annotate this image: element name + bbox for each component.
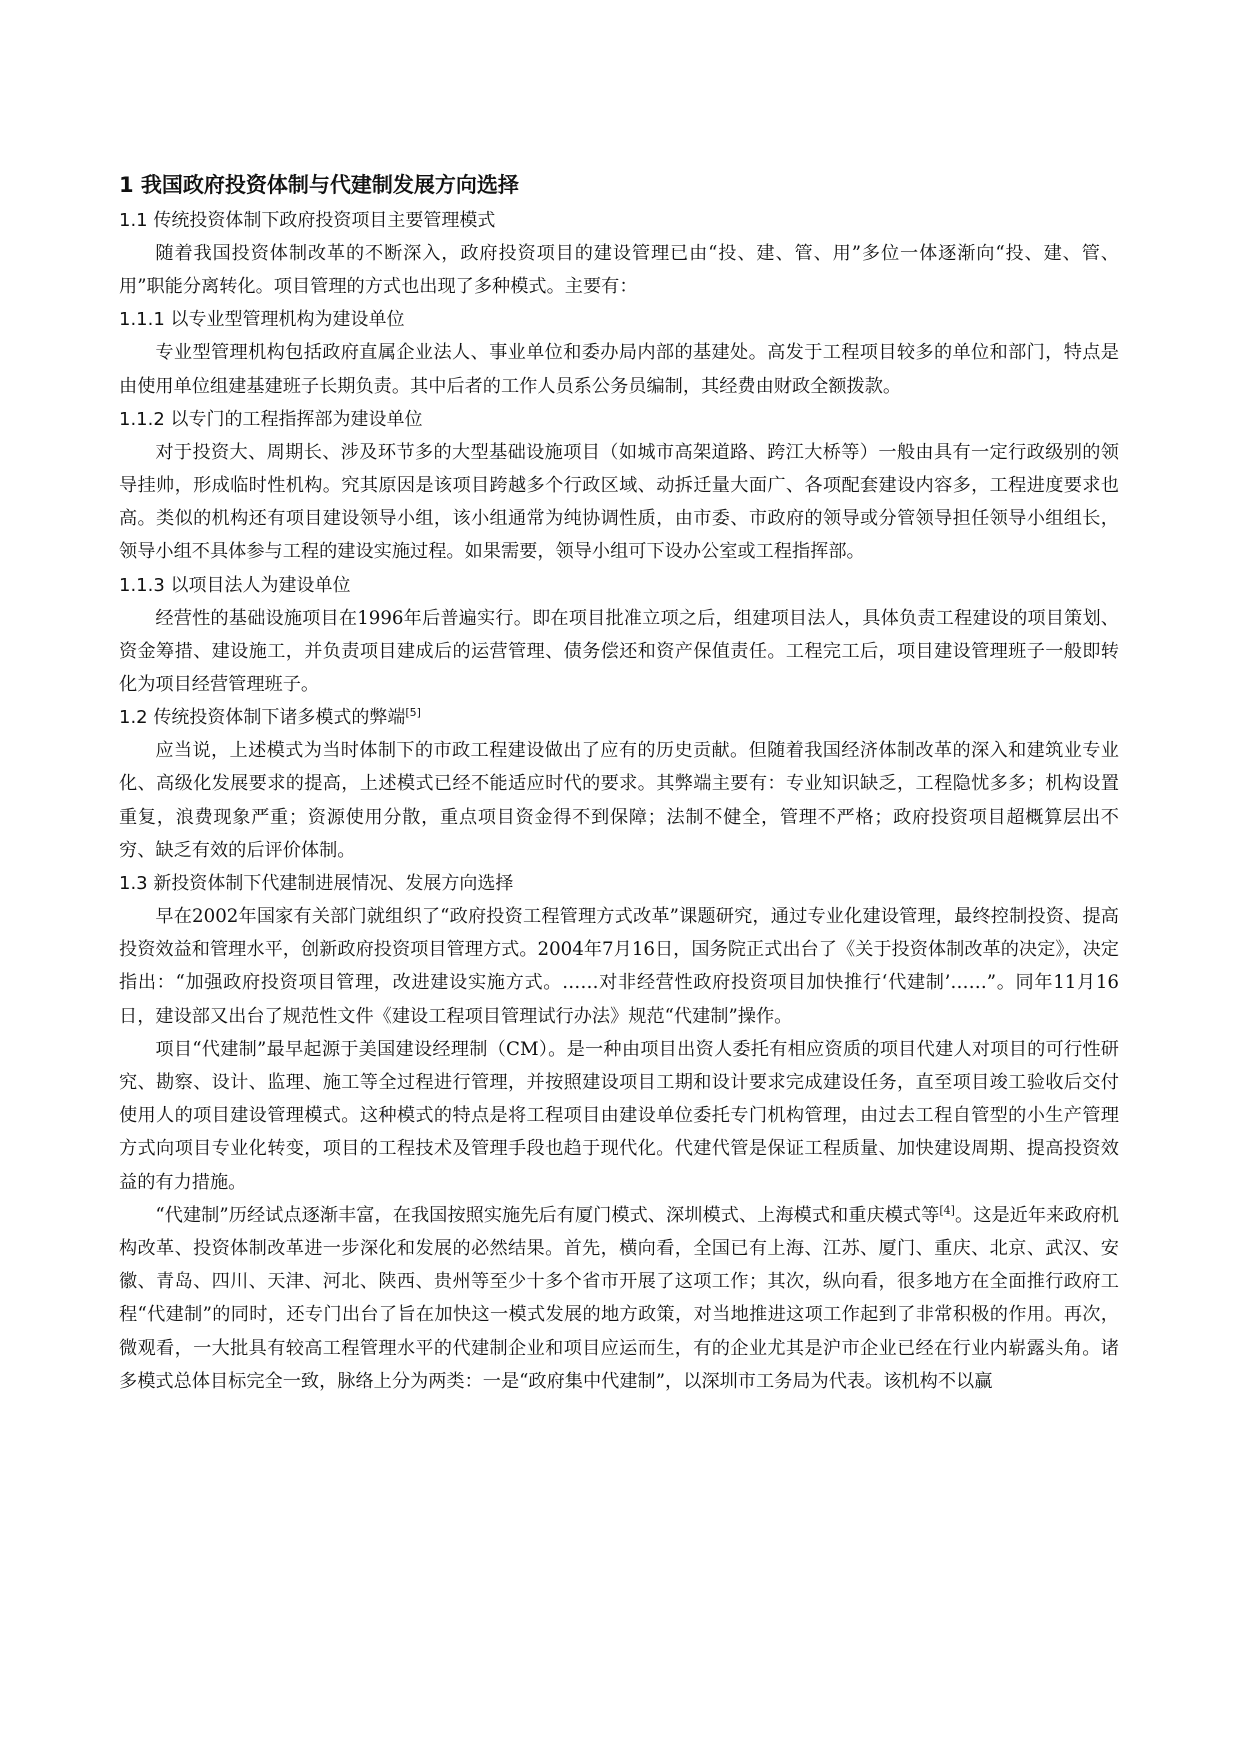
- paragraph-1-1: 随着我国投资体制改革的不断深入，政府投资项目的建设管理已由“投、建、管、用”多位一体逐渐向“投、建、管、用”职能分离转化。项目管理的方式也出现了多种模式。主要有：: [119, 243, 1119, 298]
- section-heading-1-2: [119, 701, 1119, 734]
- section-heading-1-1: 1.1 传统投资体制下政府投资项目主要管理模式: [119, 210, 496, 231]
- paragraph-1-1-3: 经营性的基础设施项目在1996年后普遍实行。即在项目批准立项之后，组建项目法人，具体负责工程建设的项目策划、资金筹措、建设施工，并负责项目建成后的运营管理、债务偿还和资产保值责任。工程完工后，项目建设管理班子一般即转化为项目经营管理班子。: [119, 607, 1119, 696]
- section-heading-1-2-text: 1.2 传统投资体制下诸多模式的弊端: [119, 707, 406, 729]
- citation-ref-5: [5]: [405, 706, 421, 720]
- paragraph-1-3-c: [119, 1199, 1119, 1398]
- chapter-heading: 1 我国政府投资体制与代建制发展方向选择: [119, 173, 519, 197]
- paragraph-1-3-b: 项目“代建制”最早起源于美国建设经理制（CM）。是一种由项目出资人委托有相应资质的项目代建人对项目的可行性研究、勘察、设计、监理、施工等全过程进行管理，并按照建设项目工期和设计要求完成建设任务，直至项目竣工验收后交付使用人的项目建设管理模式。这种模式的特点是将工程项目由建设单位委托专门机构管理，由过去工程自管型的小生产管理方式向项目专业化转变，项目的工程技术及管理手段也趋于现代化。代建代管是保证工程质量、加快建设周期、提高投资效益的有力措施。: [119, 1038, 1119, 1193]
- section-heading-1-1-2: 1.1.2 以专门的工程指挥部为建设单位: [119, 408, 423, 430]
- paragraph-1-3-c-text-a: “代建制”历经试点逐渐丰富，在我国按照实施先后有厦门模式、深圳模式、上海模式和重庆模式等: [155, 1204, 940, 1226]
- section-heading-1-3: 1.3 新投资体制下代建制进展情况、发展方向选择: [119, 873, 514, 895]
- paragraph-1-3-a: 早在2002年国家有关部门就组织了“政府投资工程管理方式改革”课题研究，通过专业化建设管理，最终控制投资、提高投资效益和管理水平，创新政府投资项目管理方式。2004年7月16日，国务院正式出台了《关于投资体制改革的决定》，决定指出：“加强政府投资项目管理，改进建设实施方式。……对非经营性政府投资项目加快推行‘代建制’……”。同年11月16日，建设部又出台了规范性文件《建设工程项目管理试行办法》规范“代建制”操作。: [119, 906, 1119, 1027]
- section-heading-1-1-3: 1.1.3 以项目法人为建设单位: [119, 574, 351, 596]
- document-page: [119, 168, 1119, 1398]
- section-heading-1-1-1: 1.1.1 以专业型管理机构为建设单位: [119, 309, 405, 331]
- paragraph-1-3-c-text-b: 。这是近年来政府机构改革、投资体制改革进一步深化和发展的必然结果。首先，横向看，全国已有上海、江苏、厦门、重庆、北京、武汉、安徽、青岛、四川、天津、河北、陕西、贵州等至少十多个省市开展了这项工作；其次，纵向看，很多地方在全面推行政府工程“代建制”的同时，还专门出台了旨在加快这一模式发展的地方政策，对当地推进这项工作起到了非常积极的作用。再次，微观看，一大批具有较高工程管理水平的代建制企业和项目应运而生，有的企业尤其是沪市企业已经在行业内崭露头角。诸多模式总体目标完全一致，脉络上分为两类：一是“政府集中代建制”，以深圳市工务局为代表。该机构不以赢: [119, 1204, 1119, 1392]
- paragraph-1-2: 应当说，上述模式为当时体制下的市政工程建设做出了应有的历史贡献。但随着我国经济体制改革的深入和建筑业专业化、高级化发展要求的提高，上述模式已经不能适应时代的要求。其弊端主要有：专业知识缺乏，工程隐忧多多；机构设置重复，浪费现象严重；资源使用分散，重点项目资金得不到保障；法制不健全，管理不严格；政府投资项目超概算层出不穷、缺乏有效的后评价体制。: [119, 740, 1119, 861]
- citation-ref-4: [4]: [939, 1203, 955, 1217]
- paragraph-1-1-1: 专业型管理机构包括政府直属企业法人、事业单位和委办局内部的基建处。高发于工程项目较多的单位和部门，特点是由使用单位组建基建班子长期负责。其中后者的工作人员系公务员编制，其经费由财政全额拨款。: [119, 342, 1119, 397]
- paragraph-1-1-2: 对于投资大、周期长、涉及环节多的大型基础设施项目（如城市高架道路、跨江大桥等）一般由具有一定行政级别的领导挂帅，形成临时性机构。究其原因是该项目跨越多个行政区域、动拆迁量大面广、各项配套建设内容多，工程进度要求也高。类似的机构还有项目建设领导小组，该小组通常为纯协调性质，由市委、市政府的领导或分管领导担任领导小组组长，领导小组不具体参与工程的建设实施过程。如果需要，领导小组可下设办公室或工程指挥部。: [119, 441, 1119, 563]
